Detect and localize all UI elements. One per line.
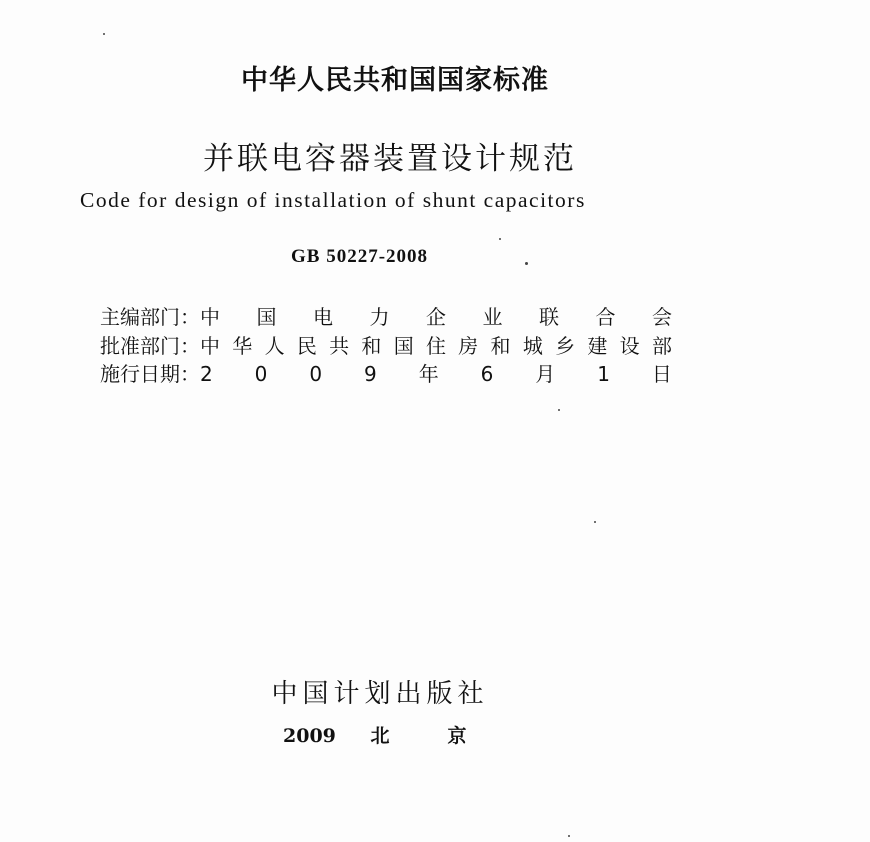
info-character: 业 — [482, 305, 503, 329]
info-character: 住 — [425, 334, 446, 358]
info-character: 联 — [539, 305, 559, 329]
effective-date-value — [200, 362, 672, 386]
info-character: 共 — [329, 334, 350, 358]
info-character: 和 — [361, 334, 382, 358]
info-character: 日 — [651, 362, 672, 386]
info-character: 会 — [652, 305, 672, 329]
info-character: 国 — [393, 334, 414, 358]
editor-department-row — [100, 305, 672, 329]
info-character: 月 — [535, 362, 556, 386]
info-character: 乡 — [555, 334, 576, 358]
info-character: 民 — [296, 334, 317, 358]
info-character: 0 — [254, 362, 268, 386]
editor-department-value — [200, 305, 672, 329]
publication-year: 2009 — [283, 725, 336, 747]
info-character: 力 — [369, 305, 390, 329]
info-character: 合 — [595, 305, 616, 329]
info-character: 房 — [458, 334, 479, 358]
scan-speck — [525, 262, 528, 265]
document-title-english: Code for design of installation of shunt capacitors — [80, 188, 586, 212]
info-character: 2 — [200, 362, 213, 386]
info-character: 9 — [364, 362, 377, 386]
info-character: 华 — [232, 334, 253, 358]
effective-date-label: 施行日期： — [100, 362, 200, 386]
standard-number: GB 50227-2008 — [291, 246, 429, 267]
info-character: 1 — [597, 362, 610, 386]
publisher-name: 中国计划出版社 — [271, 679, 489, 709]
publication-city — [371, 721, 467, 748]
info-character: 年 — [418, 362, 439, 386]
scan-speck — [558, 409, 560, 411]
approval-department-value — [200, 334, 672, 358]
publication-line — [283, 721, 515, 748]
scan-speck — [499, 238, 501, 240]
scan-speck — [568, 835, 570, 837]
info-character: 城 — [522, 334, 543, 358]
approval-department-row — [100, 334, 672, 358]
document-title-chinese: 并联电容器装置设计规范 — [203, 141, 577, 177]
approval-department-label: 批准部门： — [100, 334, 200, 358]
city-character: 北 — [370, 725, 390, 747]
info-character: 和 — [490, 334, 511, 358]
info-character: 0 — [309, 362, 323, 386]
info-character: 中 — [200, 334, 220, 358]
info-character: 企 — [426, 305, 446, 329]
city-character: 京 — [447, 725, 467, 747]
info-character: 人 — [264, 334, 285, 358]
info-character: 建 — [587, 334, 608, 358]
info-character: 国 — [256, 305, 277, 329]
scan-speck — [103, 33, 105, 35]
national-standard-heading: 中华人民共和国国家标准 — [241, 65, 549, 96]
info-character: 中 — [200, 305, 220, 329]
scan-speck — [594, 521, 596, 523]
info-character: 6 — [480, 362, 494, 386]
info-character: 电 — [313, 305, 333, 329]
effective-date-row — [100, 362, 672, 386]
info-character: 部 — [651, 334, 672, 358]
editor-department-label: 主编部门： — [100, 305, 200, 329]
info-character: 设 — [619, 334, 640, 358]
